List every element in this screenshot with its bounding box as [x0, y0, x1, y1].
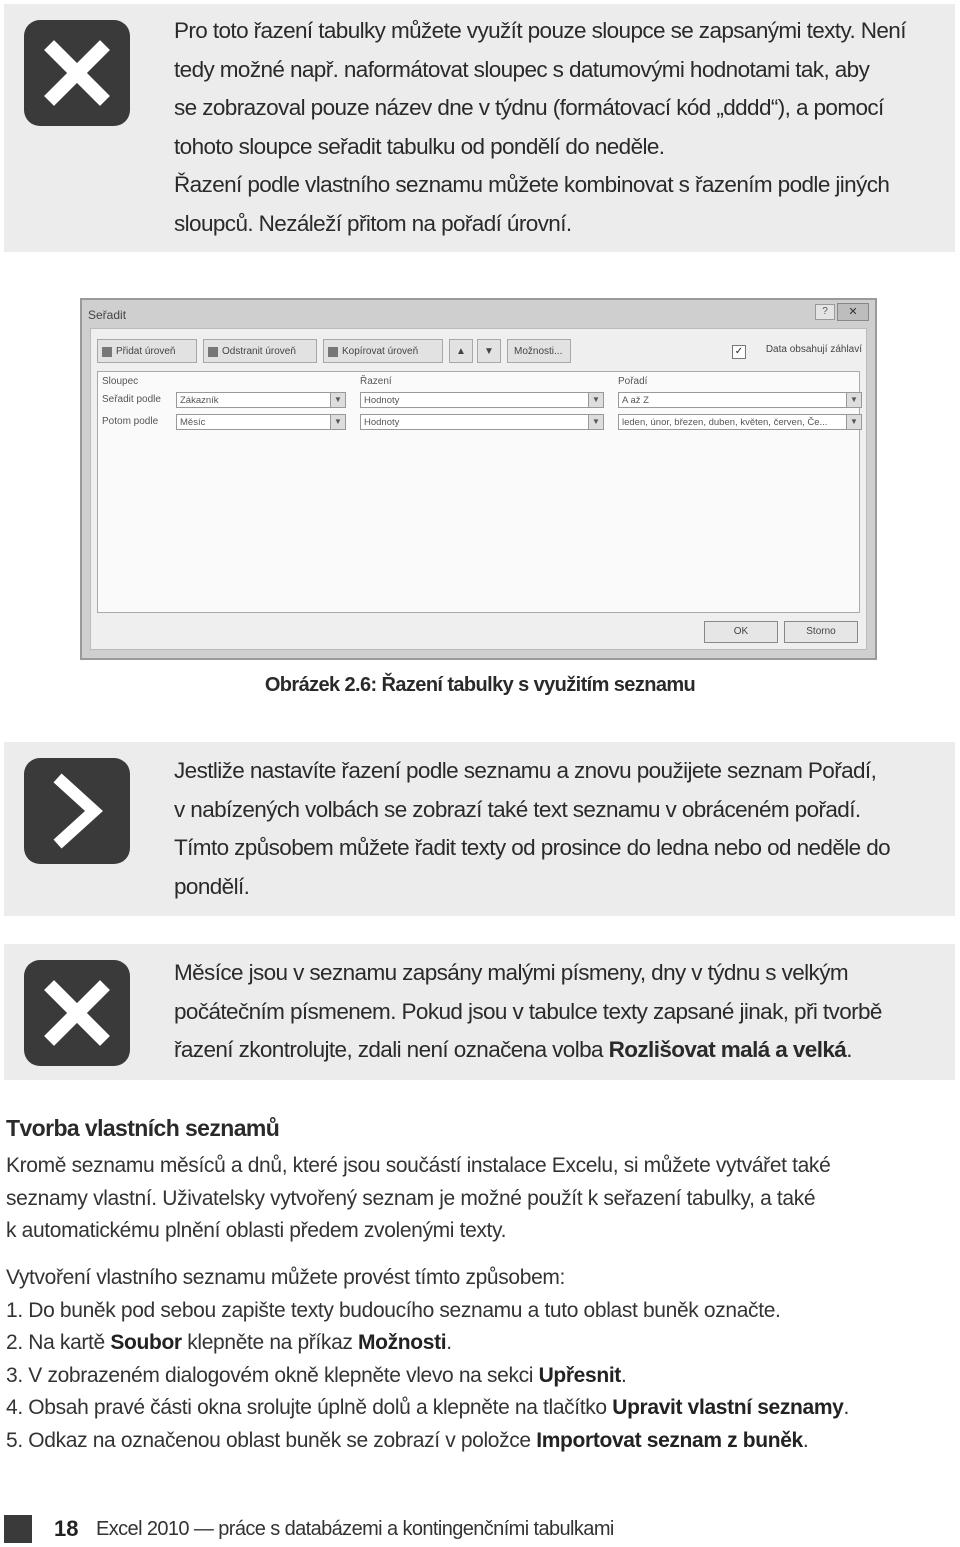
section-intro: [6, 1150, 956, 1248]
note-line: pondělí.: [174, 873, 250, 899]
note-line: v nabízených volbách se zobrazí také text seznamu v obráceném pořadí.: [174, 796, 861, 822]
note-line: tohoto sloupce seřadit tabulku od pondělí do neděle.: [174, 133, 665, 159]
steps-intro: Vytvoření vlastního seznamu můžete provést tímto způsobem:: [6, 1266, 566, 1289]
row-label: Potom podle: [102, 416, 159, 427]
note-text: [174, 954, 944, 1070]
column-header-sort-on: Řazení: [360, 376, 392, 387]
page-number: 18: [54, 1516, 79, 1541]
note-text: [174, 12, 944, 243]
note-line: Měsíce jsou v seznamu zapsány malými písmeny, dny v týdnu s velkým: [174, 960, 848, 985]
option-name: Rozlišovat malá a velká: [608, 1037, 847, 1062]
add-icon: [102, 347, 112, 357]
section-heading: Tvorba vlastních seznamů: [6, 1115, 280, 1141]
copy-level-button[interactable]: Kopírovat úroveň: [323, 339, 443, 363]
step-4: 4. Obsah pravé části okna srolujte úplně dolů a klepněte na tlačítko Upravit vlastní seznamy.: [6, 1396, 849, 1419]
move-down-button[interactable]: ▼: [477, 339, 501, 363]
paragraph-line: Kromě seznamu měsíců a dnů, které jsou součástí instalace Excelu, si můžete vytvářet také: [6, 1154, 831, 1177]
note-line: sloupců. Nezáleží přitom na pořadí úrovní.: [174, 210, 572, 236]
sort-dialog-screenshot: [80, 298, 877, 660]
sort-on-select[interactable]: Hodnoty ▼: [360, 392, 604, 408]
note-line: tedy možné např. naformátovat sloupec s datumovými hodnotami tak, aby: [174, 56, 870, 82]
column-select[interactable]: Měsíc ▼: [176, 414, 346, 430]
note-line: řazení zkontrolujte, zdali není označena volba Rozlišovat malá a velká.: [174, 1037, 852, 1062]
note-line: počátečním písmenem. Pokud jsou v tabulce texty zapsané jinak, při tvorbě: [174, 998, 882, 1024]
note-line: Jestliže nastavíte řazení podle seznamu a znovu použijete seznam Pořadí,: [174, 758, 877, 783]
note-line: Pro toto řazení tabulky můžete využít pouze sloupce se zapsanými texty. Není: [174, 18, 906, 43]
chevron-down-icon: ▼: [330, 393, 345, 407]
delete-icon: [208, 347, 218, 357]
chevron-right-icon: [24, 758, 130, 864]
order-select[interactable]: leden, únor, březen, duben, květen, červen, Če... ▼: [618, 414, 862, 430]
ok-button[interactable]: OK: [704, 621, 778, 643]
close-button[interactable]: ✕: [837, 303, 869, 321]
add-level-button[interactable]: Přidat úroveň: [97, 339, 197, 363]
chevron-down-icon: ▼: [846, 393, 861, 407]
delete-level-button[interactable]: Odstranit úroveň: [203, 339, 317, 363]
note-box-warning-1: [4, 4, 955, 252]
cross-icon: [24, 20, 130, 126]
help-button[interactable]: ?: [815, 304, 835, 320]
cancel-button[interactable]: Storno: [784, 621, 858, 643]
cross-icon: [24, 960, 130, 1066]
sort-on-select[interactable]: Hodnoty ▼: [360, 414, 604, 430]
note-line: Tímto způsobem můžete řadit texty od prosince do ledna nebo od neděle do: [174, 835, 891, 860]
note-text: [174, 752, 944, 906]
copy-icon: [328, 347, 338, 357]
header-checkbox[interactable]: ✓: [732, 345, 746, 359]
dialog-body: [90, 328, 867, 650]
chevron-down-icon: ▼: [330, 415, 345, 429]
book-title: Excel 2010 — práce s databázemi a kontingenčními tabulkami: [96, 1518, 614, 1540]
column-header-order: Pořadí: [618, 376, 648, 387]
step-5: 5. Odkaz na označenou oblast buněk se zobrazí v položce Importovat seznam z buněk.: [6, 1428, 809, 1452]
figure-caption: Obrázek 2.6: Řazení tabulky s využitím seznamu: [264, 674, 696, 696]
step-1: 1. Do buněk pod sebou zapište texty budoucího seznamu a tuto oblast buněk označte.: [6, 1298, 781, 1322]
note-line: Řazení podle vlastního seznamu můžete kombinovat s řazením podle jiných: [174, 172, 890, 197]
footer-marker: [4, 1515, 32, 1543]
header-checkbox-label: Data obsahují záhlaví: [765, 344, 862, 355]
step-3: 3. V zobrazeném dialogovém okně klepněte vlevo na sekci Upřesnit.: [6, 1363, 627, 1387]
note-box-warning-2: [4, 944, 955, 1080]
options-button[interactable]: Možnosti...: [507, 339, 571, 363]
steps-list: [6, 1262, 956, 1457]
note-box-tip: [4, 742, 955, 916]
step-2: 2. Na kartě Soubor klepněte na příkaz Možnosti.: [6, 1331, 452, 1354]
order-select[interactable]: A až Z ▼: [618, 392, 862, 408]
chevron-down-icon: ▼: [846, 415, 861, 429]
paragraph-line: seznamy vlastní. Uživatelsky vytvořený seznam je možné použít k seřazení tabulky, a také: [6, 1186, 816, 1210]
column-select[interactable]: Zákazník ▼: [176, 392, 346, 408]
chevron-down-icon: ▼: [588, 393, 603, 407]
note-line: se zobrazoval pouze název dne v týdnu (formátovací kód „dddd“), a pomocí: [174, 95, 884, 120]
chevron-down-icon: ▼: [588, 415, 603, 429]
sort-levels-grid: [97, 371, 860, 613]
column-header-column: Sloupec: [102, 376, 139, 387]
dialog-title: Seřadit: [88, 308, 127, 322]
row-label: Seřadit podle: [102, 394, 161, 405]
paragraph-line: k automatickému plnění oblasti předem zvolenými texty.: [6, 1219, 507, 1242]
move-up-button[interactable]: ▲: [449, 339, 473, 363]
